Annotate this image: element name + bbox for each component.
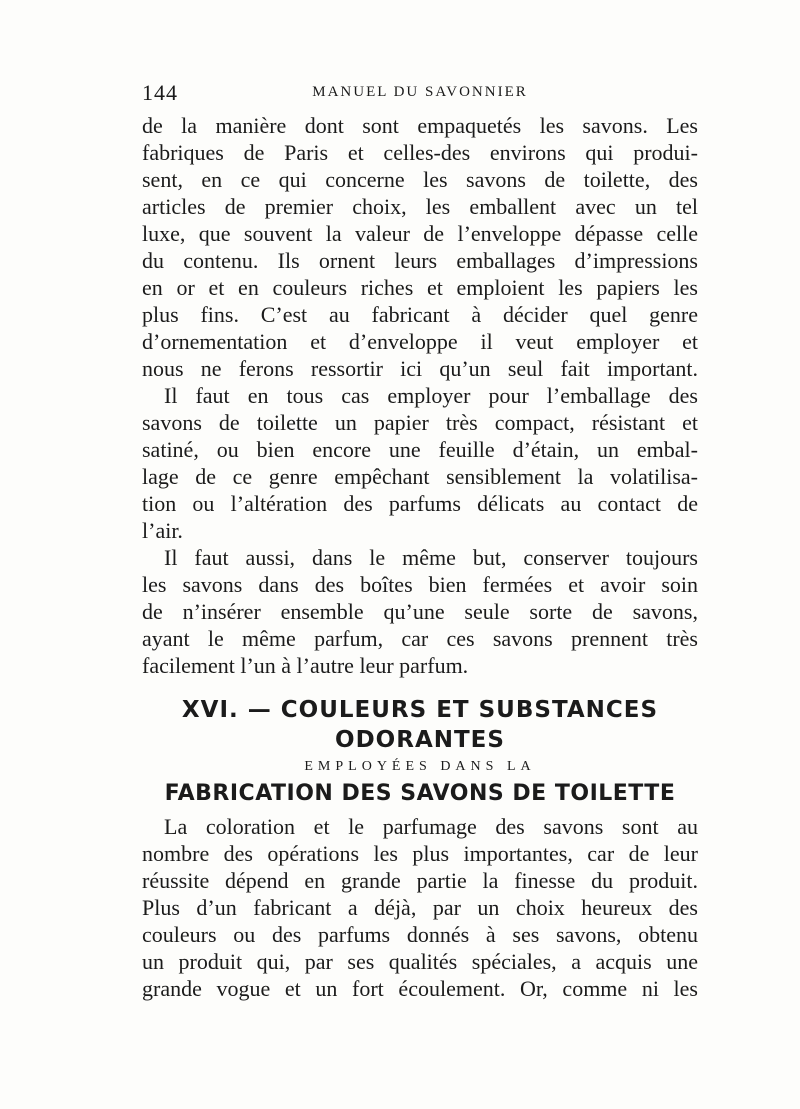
text-line: de la manière dont sont empaquetés les savons. Les — [142, 113, 698, 138]
text-line: ayant le même parfum, car ces savons prennent très — [142, 626, 698, 651]
text-line: Il faut aussi, dans le même but, conserver toujours — [164, 545, 698, 570]
section-heading — [142, 695, 698, 809]
text-line: d’ornementation et d’enveloppe il veut employer et — [142, 329, 698, 354]
section-title-line-2: ODORANTES — [335, 727, 505, 753]
paragraph-3 — [142, 544, 698, 679]
text-line: un produit qui, par ses qualités spéciales, a acquis une — [142, 949, 698, 974]
text-line: en or et en couleurs riches et emploient les papiers les — [142, 275, 698, 300]
text-line: luxe, que souvent la valeur de l’enveloppe dépasse celle — [142, 221, 698, 246]
page-number: 144 — [142, 80, 178, 105]
text-line: Plus d’un fabricant a déjà, par un choix heureux des — [142, 895, 698, 920]
text-line: Il faut en tous cas employer pour l’emballage des — [164, 383, 698, 408]
text-line: plus fins. C’est au fabricant à décider quel genre — [142, 302, 698, 327]
running-title: MANUEL DU SAVONNIER — [312, 84, 528, 100]
section-title-line-3: FABRICATION DES SAVONS DE TOILETTE — [164, 781, 676, 806]
text-line: nombre des opérations les plus importantes, car de leur — [142, 841, 698, 866]
section-title-line-1: XVI. — COULEURS ET SUBSTANCES — [181, 697, 659, 723]
text-line: satiné, ou bien encore une feuille d’étain, un embal- — [142, 437, 698, 462]
text-line: du contenu. Ils ornent leurs emballages d’impressions — [142, 248, 698, 273]
body-text — [142, 112, 698, 1002]
text-line: couleurs ou des parfums donnés à ses savons, obtenu — [142, 922, 698, 947]
section-subtitle: EMPLOYÉES DANS LA — [304, 759, 536, 774]
text-line: tion ou l’altération des parfums délicats au contact de — [142, 491, 698, 516]
text-line: sent, en ce qui concerne les savons de toilette, des — [142, 167, 698, 192]
text-line: réussite dépend en grande partie la finesse du produit. — [142, 868, 698, 893]
text-line: articles de premier choix, les emballent avec un tel — [142, 194, 698, 219]
text-line: lage de ce genre empêchant sensiblement la volatilisa- — [142, 464, 698, 489]
text-line: fabriques de Paris et celles-des environs qui produi- — [142, 140, 698, 165]
text-line: de n’insérer ensemble qu’une seule sorte de savons, — [142, 599, 698, 624]
paragraph-1 — [142, 112, 698, 382]
text-line: nous ne ferons ressortir ici qu’un seul fait important. — [142, 356, 698, 381]
page-header — [142, 80, 698, 110]
text-line: l’air. — [142, 518, 183, 543]
text-line: grande vogue et un fort écoulement. Or, comme ni les — [142, 976, 698, 1001]
text-line: facilement l’un à l’autre leur parfum. — [142, 653, 469, 678]
paragraph-4 — [142, 813, 698, 1002]
text-line: savons de toilette un papier très compact, résistant et — [142, 410, 698, 435]
text-line: les savons dans des boîtes bien fermées et avoir soin — [142, 572, 698, 597]
text-line: La coloration et le parfumage des savons sont au — [164, 814, 698, 839]
paragraph-2 — [142, 382, 698, 544]
